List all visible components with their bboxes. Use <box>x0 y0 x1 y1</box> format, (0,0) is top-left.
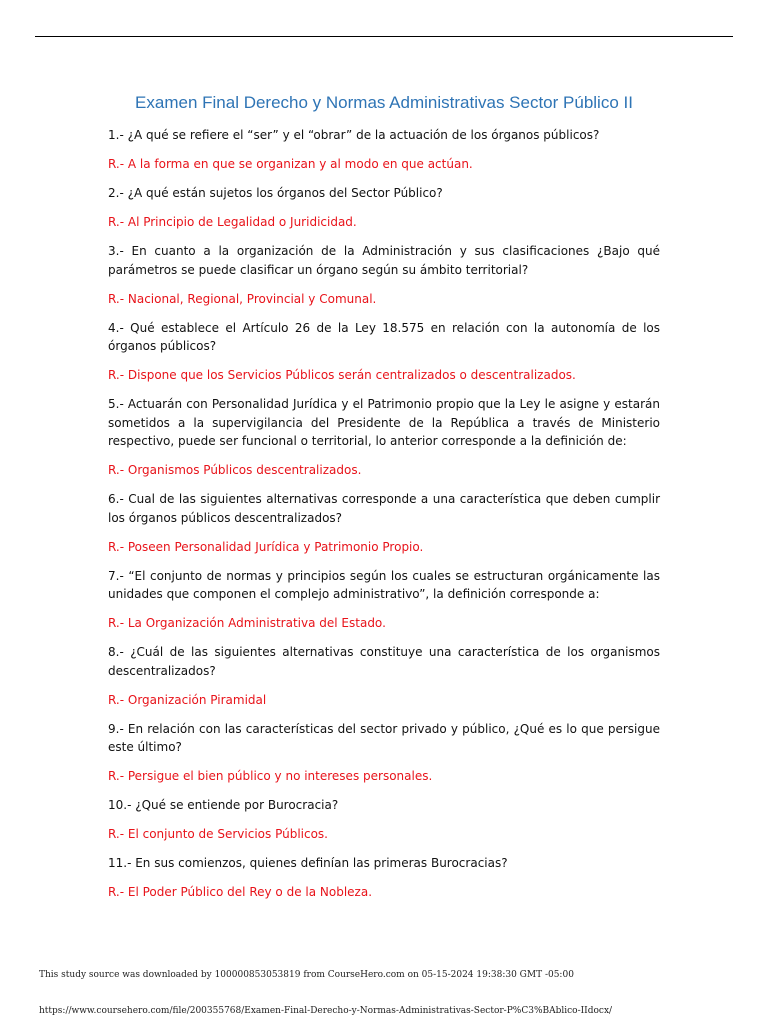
question-7: 7.- “El conjunto de normas y principios según los cuales se estructuran orgánicamente las unidades que componen el complejo administrativo”, la definición corresponde a: <box>108 568 660 601</box>
question-3: 3.- En cuanto a la organización de la Administración y sus clasificaciones ¿Bajo qué parámetros se puede clasificar un órgano según su ámbito territorial? <box>108 244 660 277</box>
answer-9: R.- Persigue el bien público y no intereses personales. <box>108 769 433 783</box>
answer-7: R.- La Organización Administrativa del Estado. <box>108 616 386 630</box>
question-11: 11.- En sus comienzos, quienes definían las primeras Burocracias? <box>108 856 508 870</box>
document-title: Examen Final Derecho y Normas Administrativas Sector Público II <box>135 93 633 112</box>
question-1: 1.- ¿A qué se refiere el “ser” y el “obrar” de la actuación de los órganos públicos? <box>108 128 600 142</box>
question-5: 5.- Actuarán con Personalidad Jurídica y el Patrimonio propio que la Ley le asigne y estarán sometidos a la supervigilancia del Presidente de la República a través de Ministerio respectivo, puede ser funcional o territorial, lo anterior corresponde a la definición de: <box>108 397 660 448</box>
qa-list <box>108 126 660 912</box>
answer-1: R.- A la forma en que se organizan y al modo en que actúan. <box>108 157 473 171</box>
answer-5: R.- Organismos Públicos descentralizados. <box>108 463 362 477</box>
question-2: 2.- ¿A qué están sujetos los órganos del Sector Público? <box>108 186 443 200</box>
question-10: 10.- ¿Qué se entiende por Burocracia? <box>108 798 339 812</box>
source-url[interactable]: https://www.coursehero.com/file/200355768/Examen-Final-Derecho-y-Normas-Administrativas-Sector-P%C3%BAblico-IIdocx/ <box>39 1006 613 1016</box>
answer-3: R.- Nacional, Regional, Provincial y Comunal. <box>108 291 377 306</box>
answer-11: R.- El Poder Público del Rey o de la Nobleza. <box>108 885 373 899</box>
answer-2: R.- Al Principio de Legalidad o Juridicidad. <box>108 215 357 229</box>
question-6: 6.- Cual de las siguientes alternativas corresponde a una característica que deben cumplir los órganos públicos descentralizados? <box>108 492 660 525</box>
answer-4: R.- Dispone que los Servicios Públicos serán centralizados o descentralizados. <box>108 368 576 382</box>
download-notice: This study source was downloaded by 100000853053819 from CourseHero.com on 05-15-2024 19:38:30 GMT -05:00 <box>39 970 574 980</box>
answer-8: R.- Organización Piramidal <box>108 692 267 707</box>
question-4: 4.- Qué establece el Artículo 26 de la Ley 18.575 en relación con la autonomía de los órganos públicos? <box>108 320 660 353</box>
question-8: 8.- ¿Cuál de las siguientes alternativas constituye una característica de los organismos descentralizados? <box>108 645 660 678</box>
header-rule <box>35 36 733 37</box>
answer-10: R.- El conjunto de Servicios Públicos. <box>108 827 328 841</box>
question-9: 9.- En relación con las características del sector privado y público, ¿Qué es lo que persigue este último? <box>108 721 660 754</box>
answer-6: R.- Poseen Personalidad Jurídica y Patrimonio Propio. <box>108 539 424 554</box>
